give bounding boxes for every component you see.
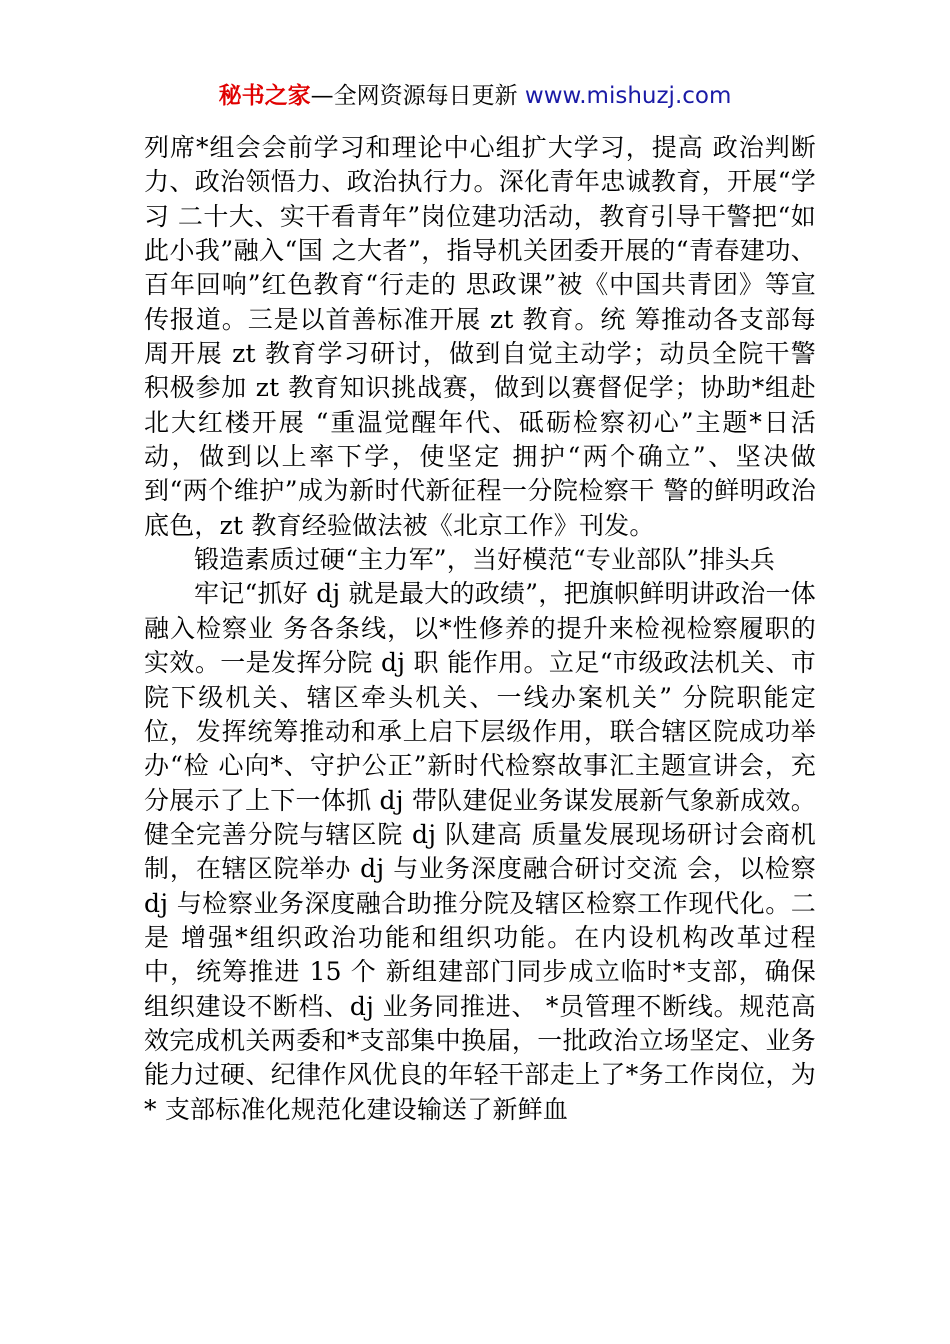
section-heading: 锻造素质过硬“主力军”，当好模范“专业部队”排头兵 [194, 545, 776, 575]
paragraph-1: 列席*组会会前学习和理论中心组扩大学习，提高 政治判断力、政治领悟力、政治执行力。深化青年忠诚教育，开展“学习 二十大、实干看青年”岗位建功活动，教育引导干警把“如此小我”融入“国 之大者”，指导机关团委开展的“青春建功、百年回响”红色教育“行走的 思政课”被《中国共青团》等宣传报道。三是以首善标准开展 zt 教育。统 筹推动各支部每周开展 zt 教育学习研讨，做到自觉主动学；动员全院干警 积极参加 zt 教育知识挑战赛，做到以赛督促学；协助*组赴北大红楼开展 “重温觉醒年代、砥砺检察初心”主题*日活动，做到以上率下学，使坚定 拥护“两个确立”、坚决做到“两个维护”成为新时代新征程一分院检察干 警的鲜明政治底色，zt 教育经验做法被《北京工作》刊发。 [144, 133, 816, 540]
site-brand-name: 秘书之家 [218, 83, 311, 109]
paragraph-2: 牢记“抓好 dj 就是最大的政绩”，把旗帜鲜明讲政治一体融入检察业 务各条线，以*性修养的提升来检视检察履职的实效。一是发挥分院 dj 职 能作用。立足“市级政法机关、市院下级机关、辖区牵头机关、一线办案机关” 分院职能定位，发挥统筹推动和承上启下层级作用，联合辖区院成功举办“检 心向*、守护公正”新时代检察故事汇主题宣讲会，充分展示了上下一体抓 dj 带队建促业务谋发展新气象新成效。健全完善分院与辖区院 dj 队建高 质量发展现场研讨会商机制，在辖区院举办 dj 与业务深度融合研讨交流 会，以检察 dj 与检察业务深度融合助推分院及辖区检察工作现代化。二是 增强*组织政治功能和组织功能。在内设机构改革过程中，统筹推进 15 个 新组建部门同步成立临时*支部，确保组织建设不断档、dj 业务同推进、 *员管理不断线。规范高效完成机关两委和*支部集中换届，一批政治立场坚定、业务能力过硬、纪律作风优良的年轻干部走上了*务工作岗位，为* 支部标准化规范化建设输送了新鲜血 [144, 579, 816, 1124]
site-slogan: —全网资源每日更新 [310, 83, 518, 109]
site-url-link[interactable]: www.mishuzj.com [524, 83, 732, 109]
page-header [0, 80, 950, 112]
document-body [144, 131, 816, 1127]
